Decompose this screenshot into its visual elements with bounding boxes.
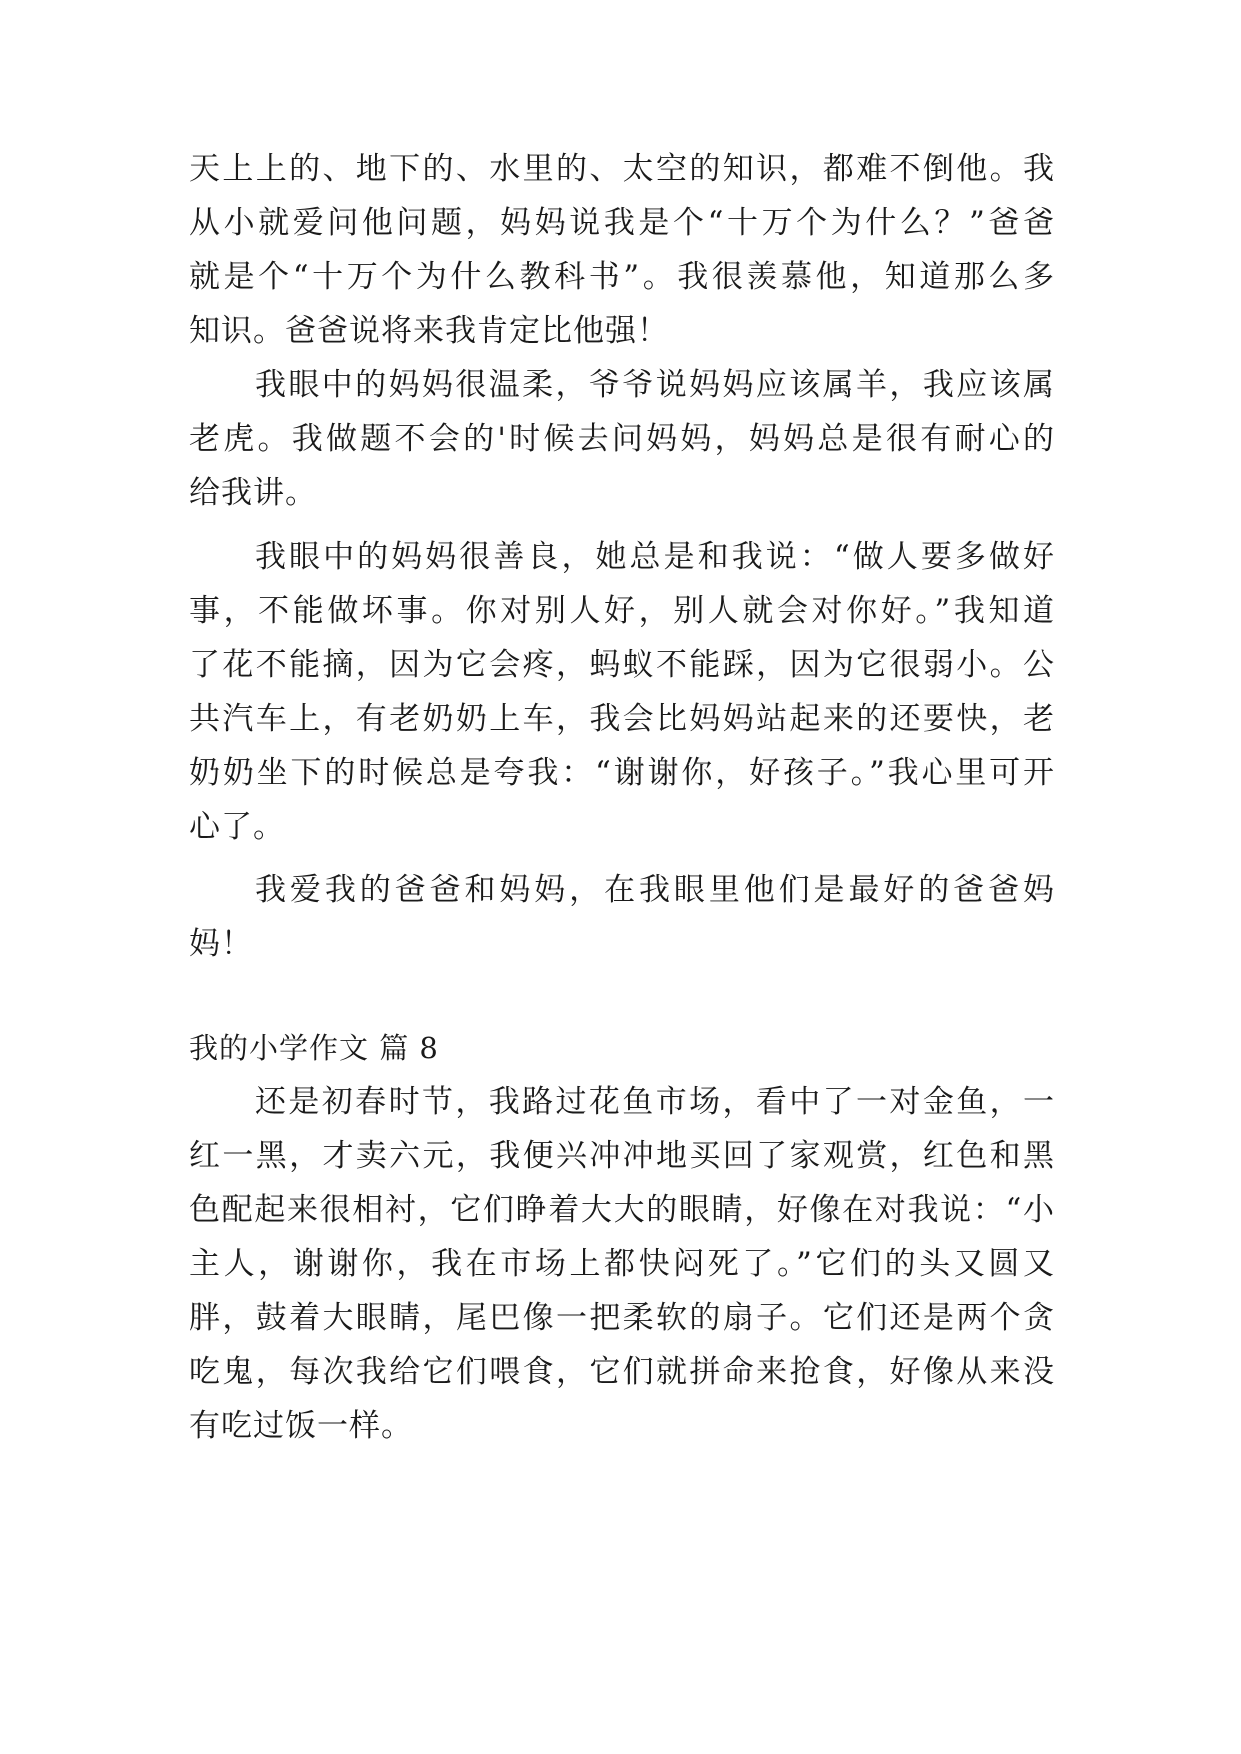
paragraph-2-line-3: 给我讲。 [189,475,317,511]
section-paragraph-line-4: 主人，谢谢你，我在市场上都快闷死了。”它们的头又圆又 [189,1246,1055,1282]
paragraph-3-line-5: 奶奶坐下的时候总是夸我：“谢谢你，好孩子。”我心里可开 [189,755,1055,791]
section-paragraph-line-5: 胖，鼓着大眼睛，尾巴像一把柔软的扇子。它们还是两个贪 [189,1300,1055,1336]
paragraph-3-line-1: 我眼中的妈妈很善良，她总是和我说：“做人要多做好 [255,539,1055,575]
section-paragraph-line-1: 还是初春时节，我路过花鱼市场，看中了一对金鱼，一 [255,1084,1055,1120]
paragraph-1-line-3: 就是个“十万个为什么教科书”。我很羡慕他，知道那么多 [189,259,1055,295]
section-paragraph-line-7: 有吃过饭一样。 [189,1408,413,1444]
paragraph-4-line-2: 妈！ [189,926,253,962]
section-paragraph-line-3: 色配起来很相衬，它们睁着大大的眼睛，好像在对我说：“小 [189,1192,1055,1228]
paragraph-2-line-2: 老虎。我做题不会的'时候去问妈妈，妈妈总是很有耐心的 [189,421,1055,457]
paragraph-3-line-2: 事，不能做坏事。你对别人好，别人就会对你好。”我知道 [189,593,1055,629]
paragraph-3-line-4: 共汽车上，有老奶奶上车，我会比妈妈站起来的还要快，老 [189,701,1055,737]
paragraph-4-line-1: 我爱我的爸爸和妈妈，在我眼里他们是最好的爸爸妈 [255,872,1055,908]
paragraph-3-line-3: 了花不能摘，因为它会疼，蚂蚁不能踩，因为它很弱小。公 [189,647,1055,683]
section-heading: 我的小学作文 篇 8 [189,1031,439,1065]
paragraph-1-line-4: 知识。爸爸说将来我肯定比他强！ [189,313,669,349]
paragraph-2-line-1: 我眼中的妈妈很温柔，爷爷说妈妈应该属羊，我应该属 [255,367,1055,403]
paragraph-3-line-6: 心了。 [189,809,285,845]
section-paragraph-line-6: 吃鬼，每次我给它们喂食，它们就拼命来抢食，好像从来没 [189,1354,1055,1390]
section-paragraph-line-2: 红一黑，才卖六元，我便兴冲冲地买回了家观赏，红色和黑 [189,1138,1055,1174]
paragraph-1-line-1: 天上上的、地下的、水里的、太空的知识，都难不倒他。我 [189,151,1055,187]
paragraph-1-line-2: 从小就爱问他问题，妈妈说我是个“十万个为什么？”爸爸 [189,205,1055,241]
